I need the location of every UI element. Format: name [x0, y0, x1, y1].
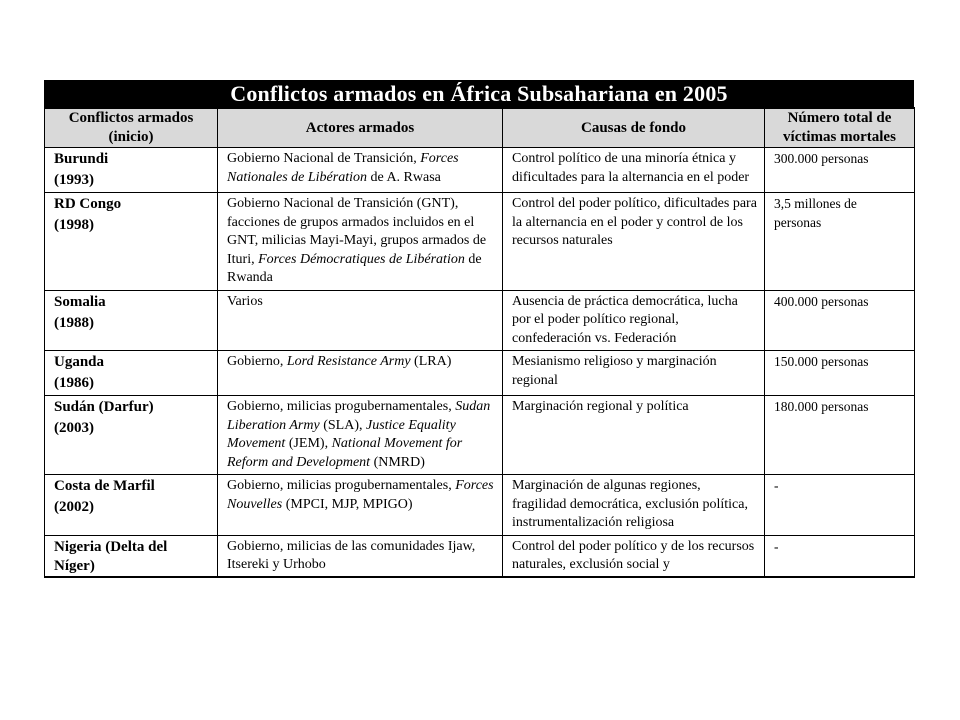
causes-text: Marginación de algunas regiones, fragilidad democrática, exclusión política, instrumentalización religiosa [512, 478, 748, 530]
conflict-cell [45, 535, 218, 577]
causes-cell [503, 396, 765, 475]
actor-text: (JEM), [285, 436, 332, 451]
conflict-start-year: (1993) [54, 172, 94, 188]
victims-value: - [774, 478, 779, 493]
victims-value: 150.000 personas [774, 354, 869, 369]
victims-cell [765, 193, 915, 291]
victims-value: - [774, 538, 779, 554]
actor-name-italic: Lord Resistance Army [286, 354, 411, 369]
conflict-name: Somalia [54, 293, 106, 310]
conflict-start-year: (1998) [54, 217, 94, 233]
conflict-cell [45, 396, 218, 475]
document-table-container [44, 80, 914, 578]
header-causes: Causas de fondo [503, 108, 765, 148]
conflict-start-year: (2003) [54, 420, 94, 436]
actor-text: Gobierno, milicias progubernamentales, [227, 399, 456, 414]
victims-cell [765, 475, 915, 536]
table-row [45, 193, 915, 291]
causes-text: Control del poder político y de los recursos naturales, exclusión social y [512, 538, 755, 572]
table-title: Conflictos armados en África Subsahariana en 2005 [44, 80, 914, 107]
actor-text: (SLA), [319, 417, 366, 433]
actors-cell [218, 148, 503, 193]
actor-text: Gobierno, milicias progubernamentales, [227, 478, 456, 493]
actor-name-italic: Justice Equality Movement [227, 417, 456, 451]
actors-cell [218, 475, 503, 536]
victims-cell [765, 290, 915, 351]
header-victims: Número total de víctimas mortales [765, 108, 915, 148]
actor-text: Gobierno Nacional de Transición (GNT), facciones de grupos armados incluidos en el GNT, milicias Mayi-Mayi, grupos armados de Ituri, [227, 196, 487, 267]
causes-cell [503, 535, 765, 577]
conflict-start-year: (1988) [54, 314, 94, 331]
table-row [45, 535, 915, 577]
table-row [45, 396, 915, 475]
actor-name-italic: Forces Démocratiques de Libération [258, 251, 465, 267]
actor-text: Gobierno, milicias de las comunidades Ijaw, Itsereki y Urhobo [227, 538, 476, 572]
conflicts-table [44, 107, 915, 578]
actor-name-italic: Forces Nouvelles [227, 478, 494, 512]
conflict-name: RD Congo [54, 196, 122, 212]
causes-text: Control político de una minoría étnica y dificultades para la alternancia en el poder [512, 151, 750, 185]
causes-text: Ausencia de práctica democrática, lucha por el poder político regional, confederación vs. Federación [512, 293, 738, 346]
conflict-cell [45, 148, 218, 193]
causes-cell [503, 148, 765, 193]
conflict-name: Nigeria (Delta del Níger) [54, 538, 168, 574]
actors-cell [218, 193, 503, 291]
header-conflicts: Conflictos armados (inicio) [45, 108, 218, 148]
actor-text: Gobierno Nacional de Transición, [227, 151, 421, 166]
actor-name-italic: Forces Nationales de Libération [227, 151, 459, 185]
actor-name-italic: Sudan Liberation Army [227, 399, 491, 433]
actors-cell [218, 396, 503, 475]
actors-cell [218, 351, 503, 396]
victims-cell [765, 535, 915, 577]
table-row [45, 290, 915, 351]
actor-text: de A. Rwasa [367, 169, 441, 185]
victims-value: 300.000 personas [774, 151, 869, 166]
header-actors: Actores armados [218, 108, 503, 148]
table-row [45, 148, 915, 193]
header-row [45, 108, 915, 148]
victims-value: 400.000 personas [774, 293, 869, 309]
actor-text: (NMRD) [370, 454, 425, 470]
actor-text: (LRA) [410, 354, 452, 369]
conflict-start-year: (1986) [54, 375, 94, 391]
causes-cell [503, 193, 765, 291]
conflict-cell [45, 351, 218, 396]
causes-cell [503, 351, 765, 396]
conflict-cell [45, 290, 218, 351]
table-row [45, 351, 915, 396]
victims-cell [765, 351, 915, 396]
conflict-cell [45, 475, 218, 536]
table-row [45, 475, 915, 536]
conflict-start-year: (2002) [54, 499, 94, 515]
conflict-name: Sudán (Darfur) [54, 399, 154, 415]
actors-cell [218, 535, 503, 577]
actor-text: (MPCI, MJP, MPIGO) [282, 496, 413, 512]
victims-cell [765, 148, 915, 193]
victims-value: 3,5 millones de personas [774, 196, 857, 230]
conflict-name: Uganda [54, 354, 105, 370]
causes-cell [503, 290, 765, 351]
conflict-name: Costa de Marfil [54, 478, 155, 494]
conflict-cell [45, 193, 218, 291]
causes-text: Marginación regional y política [512, 399, 689, 414]
actor-text: Varios [227, 293, 263, 309]
actor-text: Gobierno, [227, 354, 287, 369]
actors-cell [218, 290, 503, 351]
actor-text: de Rwanda [227, 251, 482, 285]
actor-name-italic: National Movement for Reform and Development [227, 436, 463, 470]
conflict-name: Burundi [54, 151, 109, 167]
causes-text: Control del poder político, dificultades para la alternancia en el poder y control de los recursos naturales [512, 196, 757, 248]
victims-cell [765, 396, 915, 475]
causes-cell [503, 475, 765, 536]
causes-text: Mesianismo religioso y marginación regional [512, 354, 717, 388]
victims-value: 180.000 personas [774, 399, 869, 414]
